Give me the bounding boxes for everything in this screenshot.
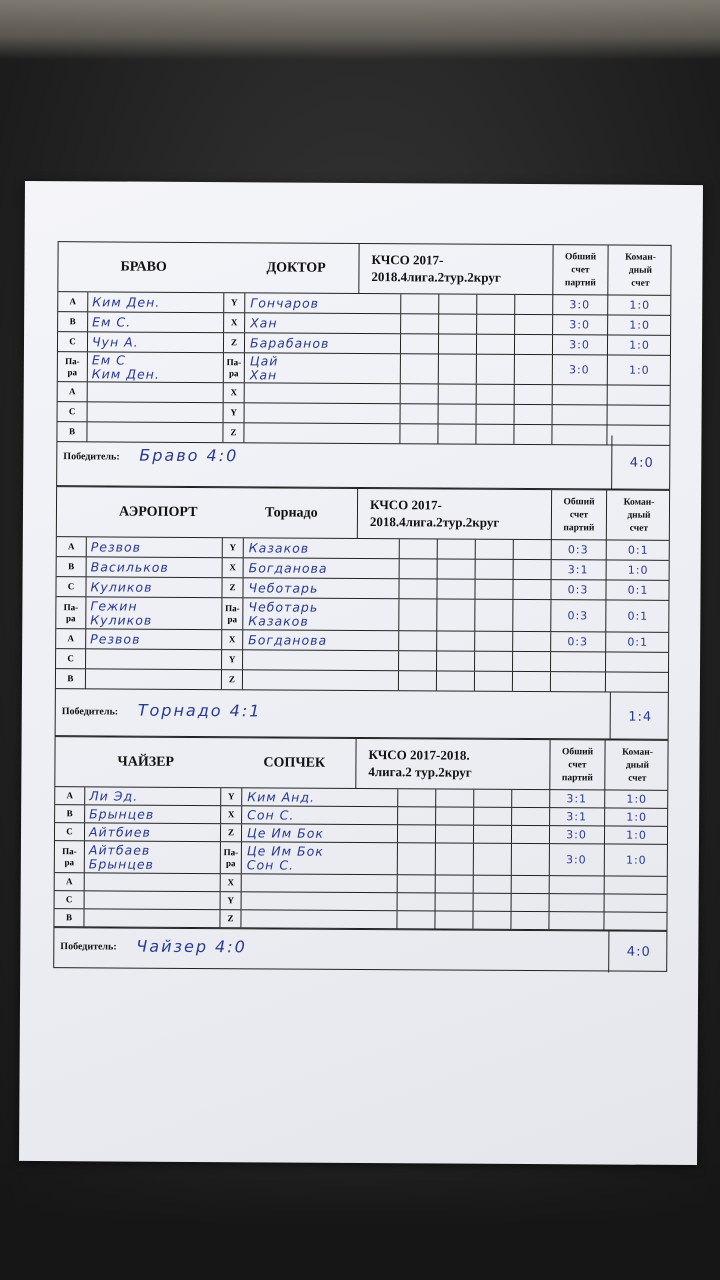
team1-position-cell: A xyxy=(57,537,87,556)
team-score-cell xyxy=(605,652,670,671)
column-divider xyxy=(604,826,605,843)
column-divider xyxy=(606,425,607,444)
team1-position-cell: C xyxy=(56,649,86,668)
team2-position-cell: Z xyxy=(223,333,245,352)
team2-position-cell: Z xyxy=(220,824,242,841)
tournament-title: КЧСО 2017- 2018.4лига.2тур.2круг xyxy=(358,244,552,295)
team2-player-name: Ким Анд. xyxy=(247,788,316,805)
winner-label: Победитель: xyxy=(61,706,119,718)
team2-player-name xyxy=(250,383,400,403)
column-divider xyxy=(398,671,399,690)
column-divider xyxy=(551,540,552,559)
column-divider xyxy=(473,894,474,911)
team2-position-cell: Z xyxy=(219,910,241,927)
team2-name: ДОКТОР xyxy=(266,260,326,276)
team-score-cell xyxy=(606,425,671,444)
column-divider xyxy=(436,599,437,630)
winner-label: Победитель: xyxy=(60,941,117,953)
team2-player-name: Це Им Бок xyxy=(246,824,324,841)
team2-position-cell: Па- ра xyxy=(221,598,243,629)
column-divider xyxy=(400,334,401,353)
column-divider xyxy=(512,672,513,691)
team2-player-name: Цай Хан xyxy=(249,352,279,382)
column-divider xyxy=(476,295,477,314)
match-header xyxy=(55,737,667,791)
column-divider xyxy=(475,425,476,444)
column-divider xyxy=(436,631,437,650)
team-score-cell: 1:0 xyxy=(626,792,648,806)
column-divider xyxy=(604,894,605,911)
column-divider xyxy=(475,540,476,559)
team2-position-cell: X xyxy=(223,383,245,402)
table-row xyxy=(56,597,668,633)
team-score-cell xyxy=(607,385,672,404)
column-divider xyxy=(438,294,439,313)
total-games-score xyxy=(550,672,605,691)
column-divider xyxy=(511,808,512,825)
team1-player-name: Айтбиев xyxy=(88,823,151,840)
team-score-cell: 1:0 xyxy=(626,828,647,842)
column-divider xyxy=(511,894,512,911)
column-divider xyxy=(514,335,515,354)
column-divider xyxy=(514,295,515,314)
column-divider xyxy=(397,807,398,824)
team1-position-cell: A xyxy=(58,292,88,311)
team-score-cell: 1:0 xyxy=(629,298,651,312)
column-divider xyxy=(606,560,607,579)
column-divider xyxy=(436,671,437,690)
column-divider xyxy=(512,652,513,671)
team-score-cell xyxy=(603,912,668,929)
column-divider xyxy=(398,651,399,670)
team1-position-cell: C xyxy=(58,402,88,421)
column-divider xyxy=(436,579,437,598)
table-row xyxy=(58,352,670,386)
column-divider xyxy=(551,560,552,579)
column-divider xyxy=(512,632,513,651)
team1-position-cell: Па- ра xyxy=(56,597,86,628)
column-divider xyxy=(397,825,398,842)
column-divider xyxy=(511,826,512,843)
column-divider xyxy=(435,843,436,874)
team2-player-name: Богданова xyxy=(248,631,328,648)
team-score-cell xyxy=(605,672,670,691)
total-games-score: 3:1 xyxy=(566,792,588,806)
column-divider xyxy=(604,790,605,807)
column-divider xyxy=(438,384,439,403)
team1-player-name xyxy=(89,873,219,891)
column-divider xyxy=(438,354,439,383)
total-games-score xyxy=(552,405,607,424)
column-divider xyxy=(552,405,553,424)
column-divider xyxy=(437,559,438,578)
column-divider xyxy=(511,790,512,807)
column-divider xyxy=(512,600,513,631)
team2-player-name: Гончаров xyxy=(250,294,320,311)
column-divider xyxy=(548,912,549,929)
column-divider xyxy=(399,424,400,443)
team1-player-name xyxy=(92,382,222,402)
column-divider xyxy=(514,315,515,334)
team-score-cell: 0:1 xyxy=(627,635,649,649)
column-divider xyxy=(607,355,608,384)
team-score-header: Коман- дный счет xyxy=(606,490,671,540)
column-divider xyxy=(552,335,553,354)
team2-position-cell: X xyxy=(220,874,242,891)
column-divider xyxy=(400,294,401,313)
column-divider xyxy=(474,600,475,631)
final-score: 4:0 xyxy=(611,436,671,490)
winner-value: Браво 4:0 xyxy=(139,445,239,466)
team1-player-name: Брынцев xyxy=(89,805,155,822)
team2-position-cell: X xyxy=(223,313,245,332)
total-games-score xyxy=(550,652,605,671)
table-row xyxy=(54,909,666,931)
team1-position-cell: A xyxy=(55,787,85,804)
column-divider xyxy=(550,632,551,651)
table-row xyxy=(55,841,667,877)
column-divider xyxy=(550,580,551,599)
team1-player-name xyxy=(91,422,221,442)
column-divider xyxy=(438,334,439,353)
column-divider xyxy=(400,384,401,403)
tournament-title: КЧСО 2017-2018. 4лига.2 тур.2круг xyxy=(355,739,549,790)
team-score-cell xyxy=(604,876,669,893)
team2-position-cell: Z xyxy=(221,578,243,597)
column-divider xyxy=(513,560,514,579)
table-row xyxy=(56,669,668,693)
team1-name: ЧАЙЗЕР xyxy=(117,754,175,770)
column-divider xyxy=(437,539,438,558)
column-divider xyxy=(512,580,513,599)
team1-player-name xyxy=(89,891,219,909)
column-divider xyxy=(510,912,511,929)
team1-player-name: Айтбаев Брынцев xyxy=(88,841,155,872)
column-divider xyxy=(549,876,550,893)
match-header xyxy=(57,487,669,541)
team1-position-cell: C xyxy=(58,332,88,351)
column-divider xyxy=(605,672,606,691)
column-divider xyxy=(604,808,605,825)
background-surface xyxy=(0,0,720,60)
team1-player-name: Чун А. xyxy=(91,333,139,350)
column-divider xyxy=(511,844,512,875)
team2-position-cell: Z xyxy=(221,670,243,689)
final-score: 1:4 xyxy=(610,693,670,741)
column-divider xyxy=(438,314,439,333)
column-divider xyxy=(513,540,514,559)
team2-player-name xyxy=(247,874,397,892)
column-divider xyxy=(398,579,399,598)
team2-position-cell: Y xyxy=(220,892,242,909)
team2-player-name xyxy=(250,403,400,423)
team2-player-name xyxy=(248,670,398,690)
column-divider xyxy=(549,790,550,807)
score-sheet-paper xyxy=(19,181,703,1165)
winner-value: Торнадо 4:1 xyxy=(137,700,262,721)
column-divider xyxy=(398,599,399,630)
team-score-cell: 1:0 xyxy=(625,853,647,867)
team1-player-name xyxy=(92,402,222,422)
column-divider xyxy=(605,580,606,599)
column-divider xyxy=(473,844,474,875)
column-divider xyxy=(435,789,436,806)
column-divider xyxy=(514,405,515,424)
column-divider xyxy=(607,335,608,354)
total-games-score: 3:0 xyxy=(569,298,591,312)
column-divider xyxy=(550,672,551,691)
column-divider xyxy=(435,807,436,824)
total-games-score: 0:3 xyxy=(567,635,589,649)
total-games-header: Обший счет партий xyxy=(552,245,607,295)
column-divider xyxy=(396,911,397,928)
column-divider xyxy=(552,295,553,314)
team2-player-name xyxy=(247,892,397,910)
column-divider xyxy=(397,843,398,874)
column-divider xyxy=(400,354,401,383)
column-divider xyxy=(511,876,512,893)
total-games-score: 3:1 xyxy=(566,810,588,824)
winner-value: Чайзер 4:0 xyxy=(136,936,247,957)
team2-position-cell: Y xyxy=(222,538,244,557)
team2-player-name: Казаков xyxy=(248,539,310,556)
tournament-title: КЧСО 2017- 2018.4лига.2тур.2круг xyxy=(357,489,551,540)
table-row xyxy=(57,422,669,446)
column-divider xyxy=(605,652,606,671)
total-games-score: 3:0 xyxy=(569,318,591,332)
team1-player-name: Ем С Ким Ден. xyxy=(91,351,160,382)
column-divider xyxy=(476,405,477,424)
total-games-header: Обший счет партий xyxy=(551,490,606,540)
team-score-header: Коман- дный счет xyxy=(607,245,672,295)
column-divider xyxy=(552,355,553,384)
team1-name: БРАВО xyxy=(120,259,167,275)
total-games-score: 3:0 xyxy=(566,828,587,842)
column-divider xyxy=(399,559,400,578)
total-games-score xyxy=(549,876,604,893)
column-divider xyxy=(437,424,438,443)
team2-player-name: Чеботарь Казаков xyxy=(248,598,319,629)
column-divider xyxy=(474,632,475,651)
column-divider xyxy=(549,826,550,843)
column-divider xyxy=(607,405,608,424)
team2-name: СОПЧЕК xyxy=(263,755,326,771)
winner-row xyxy=(54,927,666,973)
column-divider xyxy=(473,876,474,893)
team-score-cell xyxy=(607,405,672,424)
team2-player-name xyxy=(249,423,399,443)
column-divider xyxy=(606,540,607,559)
team1-position-cell: A xyxy=(56,629,86,648)
column-divider xyxy=(474,652,475,671)
total-games-score: 0:3 xyxy=(567,543,589,557)
column-divider xyxy=(397,789,398,806)
team1-player-name: Васильков xyxy=(90,558,169,575)
team1-position-cell: C xyxy=(55,823,85,840)
column-divider xyxy=(472,912,473,929)
final-score: 4:0 xyxy=(608,932,668,973)
team1-player-name: Ким Ден. xyxy=(92,293,161,310)
column-divider xyxy=(605,600,606,631)
team1-position-cell: B xyxy=(54,909,84,926)
team2-position-cell: X xyxy=(222,558,244,577)
column-divider xyxy=(474,580,475,599)
column-divider xyxy=(605,632,606,651)
team1-name: АЭРОПОРТ xyxy=(118,504,198,520)
team2-position-cell: Y xyxy=(223,293,245,312)
column-divider xyxy=(435,893,436,910)
total-games-header: Обший счет партий xyxy=(549,740,604,790)
column-divider xyxy=(550,600,551,631)
total-games-score: 3:0 xyxy=(565,853,587,867)
total-games-score: 0:3 xyxy=(567,609,589,623)
column-divider xyxy=(473,826,474,843)
column-divider xyxy=(397,875,398,892)
winner-row xyxy=(56,689,668,741)
team2-position-cell: Z xyxy=(222,423,244,442)
team2-player-name xyxy=(246,910,396,928)
column-divider xyxy=(398,631,399,650)
team2-player-name xyxy=(248,650,398,670)
column-divider xyxy=(604,844,605,875)
total-games-score xyxy=(548,912,603,929)
team1-position-cell: A xyxy=(58,382,88,401)
team1-position-cell: B xyxy=(55,805,85,822)
column-divider xyxy=(475,560,476,579)
bottom-shadow xyxy=(0,1150,720,1280)
column-divider xyxy=(476,335,477,354)
team2-position-cell: Па- ра xyxy=(220,842,242,873)
team2-name: Торнадо xyxy=(264,505,318,521)
column-divider xyxy=(473,808,474,825)
team2-position-cell: X xyxy=(221,630,243,649)
team1-player-name xyxy=(90,669,220,689)
column-divider xyxy=(514,385,515,404)
team-score-cell: 1:0 xyxy=(629,338,650,352)
team1-player-name xyxy=(90,649,220,669)
column-divider xyxy=(604,876,605,893)
column-divider xyxy=(399,539,400,558)
column-divider xyxy=(474,672,475,691)
team-score-cell: 0:1 xyxy=(627,583,649,597)
team1-position-cell: A xyxy=(55,873,85,890)
team1-position-cell: Па- ра xyxy=(55,841,85,872)
team-score-cell: 1:0 xyxy=(629,318,651,332)
column-divider xyxy=(476,385,477,404)
team2-position-cell: Y xyxy=(221,650,243,669)
column-divider xyxy=(549,844,550,875)
column-divider xyxy=(436,651,437,670)
team1-position-cell: B xyxy=(57,557,87,576)
column-divider xyxy=(607,385,608,404)
team1-player-name: Резвов xyxy=(90,630,141,647)
team1-player-name xyxy=(88,909,218,927)
team-score-cell xyxy=(604,894,669,911)
team2-player-name: Хан xyxy=(250,314,278,330)
team2-player-name: Це Им Бок Сон С. xyxy=(246,842,324,873)
column-divider xyxy=(473,790,474,807)
team-score-cell: 0:1 xyxy=(627,609,649,623)
winner-label: Победитель: xyxy=(63,451,120,463)
column-divider xyxy=(434,911,435,928)
team1-position-cell: C xyxy=(56,577,86,596)
column-divider xyxy=(476,315,477,334)
team2-player-name: Богданова xyxy=(248,559,328,576)
team1-position-cell: Па- ра xyxy=(58,352,88,381)
team2-player-name: Чеботарь xyxy=(248,579,319,596)
total-games-score: 3:0 xyxy=(569,338,590,352)
column-divider xyxy=(603,912,604,929)
team-score-cell: 1:0 xyxy=(626,810,648,824)
team-score-cell: 1:0 xyxy=(627,563,649,577)
total-games-score: 0:3 xyxy=(567,583,589,597)
match-header xyxy=(58,242,670,296)
total-games-score: 3:1 xyxy=(567,563,589,577)
team2-player-name: Сон С. xyxy=(247,806,295,823)
team1-position-cell: C xyxy=(55,891,85,908)
team2-position-cell: Y xyxy=(223,403,245,422)
team1-player-name: Ли Эд. xyxy=(89,787,139,804)
column-divider xyxy=(607,295,608,314)
column-divider xyxy=(435,875,436,892)
column-divider xyxy=(400,314,401,333)
team1-player-name: Резвов xyxy=(90,538,142,555)
total-games-score xyxy=(551,425,606,444)
column-divider xyxy=(551,425,552,444)
team2-position-cell: Па- ра xyxy=(223,353,245,382)
total-games-score xyxy=(552,385,607,404)
team-score-cell: 0:1 xyxy=(627,543,649,557)
team-score-cell: 1:0 xyxy=(628,363,650,377)
column-divider xyxy=(476,355,477,384)
team1-player-name: Ем С. xyxy=(92,313,132,330)
column-divider xyxy=(435,825,436,842)
column-divider xyxy=(514,355,515,384)
total-games-score xyxy=(549,894,604,911)
team1-position-cell: B xyxy=(57,422,87,441)
team2-position-cell: Y xyxy=(220,788,242,805)
match-table-3 xyxy=(53,736,668,972)
team1-player-name: Куликов xyxy=(90,578,153,595)
column-divider xyxy=(607,315,608,334)
team2-position-cell: X xyxy=(220,806,242,823)
total-games-score: 3:0 xyxy=(568,363,590,377)
match-table-1 xyxy=(56,241,671,490)
column-divider xyxy=(552,385,553,404)
column-divider xyxy=(552,315,553,334)
column-divider xyxy=(550,652,551,671)
column-divider xyxy=(438,404,439,423)
team1-position-cell: B xyxy=(58,312,88,331)
team1-position-cell: B xyxy=(56,669,86,688)
column-divider xyxy=(397,893,398,910)
match-table-2 xyxy=(55,486,671,740)
team-score-header: Коман- дный счет xyxy=(604,740,669,790)
team2-player-name: Барабанов xyxy=(249,334,330,351)
column-divider xyxy=(513,425,514,444)
column-divider xyxy=(549,808,550,825)
team1-player-name: Гежин Куликов xyxy=(90,597,153,628)
column-divider xyxy=(549,894,550,911)
column-divider xyxy=(400,404,401,423)
